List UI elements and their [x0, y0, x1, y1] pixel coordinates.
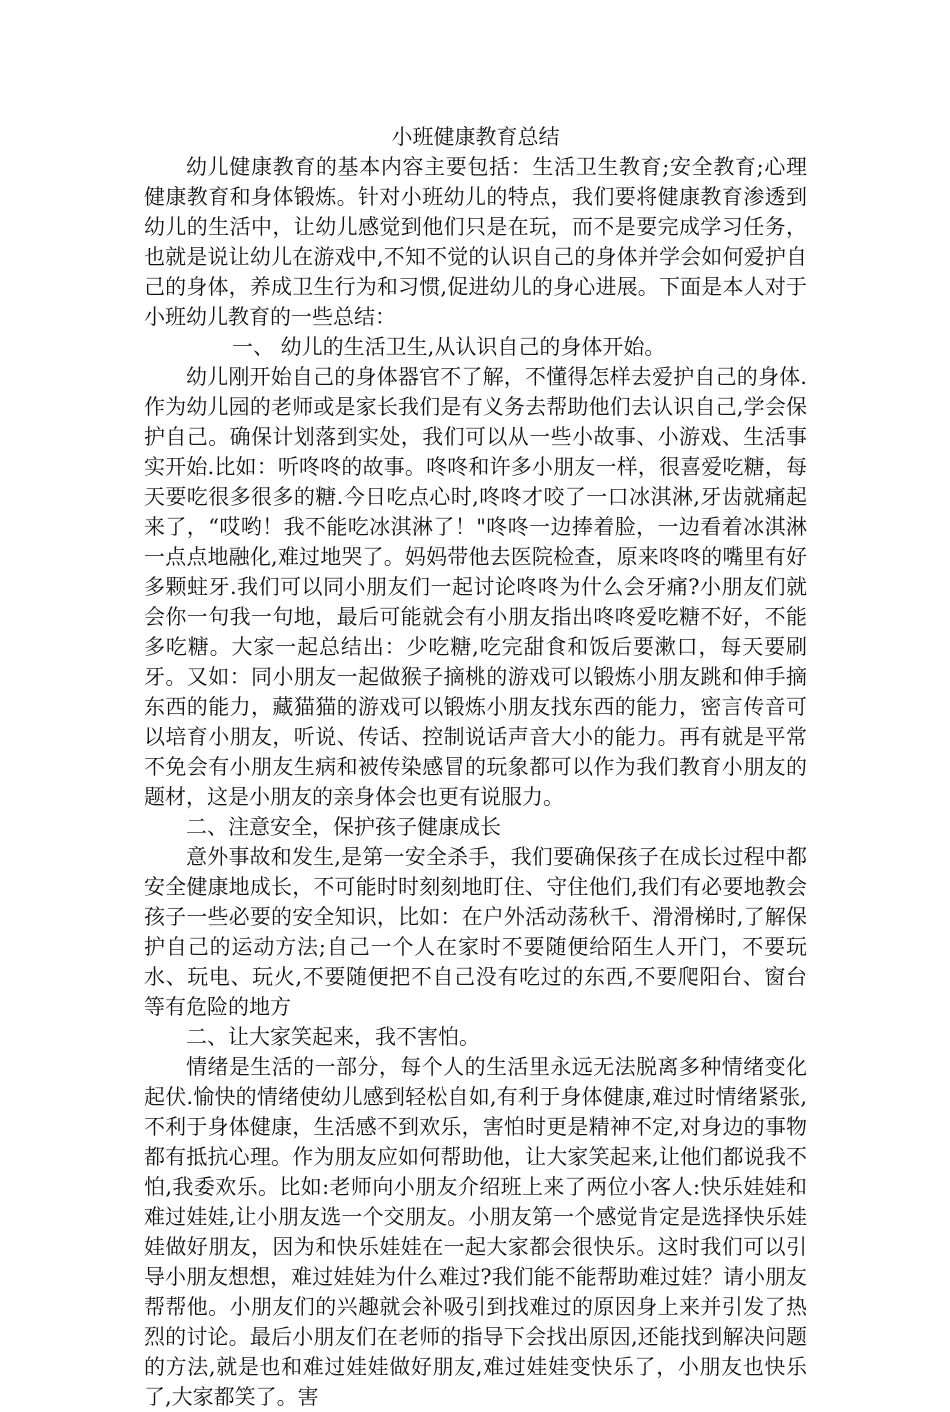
section-1-paragraph: 幼儿刚开始自己的身体器官不了解，不懂得怎样去爱护自己的身体.作为幼儿园的老师或是家长我们是有义务去帮助他们去认识自己,学会保护自己。确保计划落到实处，我们可以从一些小故事、小游戏、生活事实开始.比如：听咚咚的故事。咚咚和许多小朋友一样，很喜爱吃糖，每天要吃很多很多的糖.今日吃点心时,咚咚才咬了一口冰淇淋,牙齿就痛起来了，“哎哟！我不能吃冰淇淋了！"咚咚一边捧着脸，一边看着冰淇淋一点点地融化,难过地哭了。妈妈带他去医院检查，原来咚咚的嘴里有好多颗蛀牙.我们可以同小朋友们一起讨论咚咚为什么会牙痛?小朋友们就会你一句我一句地，最后可能就会有小朋友指出咚咚爱吃糖不好，不能多吃糖。大家一起总结出：少吃糖,吃完甜食和饭后要漱口，每天要刷牙。又如：同小朋友一起做猴子摘桃的游戏可以锻炼小朋友跳和伸手摘东西的能力，藏猫猫的游戏可以锻炼小朋友找东西的能力，密言传音可以培育小朋友，听说、传话、控制说话声音大小的能力。再有就是平常不免会有小朋友生病和被传染感冒的玩象都可以作为我们教育小朋友的题材，这是小朋友的亲身体会也更有说服力。 — [144, 365, 807, 809]
section-2-paragraph: 意外事故和发生,是第一安全杀手，我们要确保孩子在成长过程中都安全健康地成长，不可能时时刻刻地盯住、守住他们,我们有必要地教会孩子一些必要的安全知识，比如：在户外活动荡秋千、滑滑梯时,了解保护自己的运动方法;自己一个人在家时不要随便给陌生人开门，不要玩水、玩电、玩火,不要随便把不自己没有吃过的东西,不要爬阳台、窗台等有危险的地方 — [144, 845, 807, 1019]
section-2-heading: 二、注意安全，保护孩子健康成长 — [186, 815, 501, 839]
document-title: 小班健康教育总结 — [391, 125, 560, 149]
intro-paragraph: 幼儿健康教育的基本内容主要包括：生活卫生教育;安全教育;心理健康教育和身体锻炼。针对小班幼儿的特点，我们要将健康教育渗透到幼儿的生活中，让幼儿感觉到他们只是在玩，而不是要完成学习任务，也就是说让幼儿在游戏中,不知不觉的认识自己的身体并学会如何爱护自己的身体，养成卫生行为和习惯,促进幼儿的身心进展。下面是本人对于小班幼儿教育的一些总结： — [144, 155, 807, 329]
section-1-heading: 一、 幼儿的生活卫生,从认识自己的身体开始。 — [232, 335, 666, 359]
section-3-heading: 二、让大家笑起来，我不害怕。 — [186, 1025, 480, 1049]
document-body — [144, 122, 807, 1412]
section-3-paragraph: 情绪是生活的一部分，每个人的生活里永远无法脱离多种情绪变化起伏.愉快的情绪使幼儿感到轻松自如,有利于身体健康,难过时情绪紧张,不利于身体健康，生活感不到欢乐，害怕时更是精神不定,对身边的事物都有抵抗心理。作为朋友应如何帮助他，让大家笑起来,让他们都说我不怕,我委欢乐。比如:老师向小朋友介绍班上来了两位小客人:快乐娃娃和难过娃娃,让小朋友选一个交朋友。小朋友第一个感觉肯定是选择快乐娃娃做好朋友，因为和快乐娃娃在一起大家都会很快乐。这时我们可以引导小朋友想想，难过娃娃为什么难过?我们能不能帮助难过娃？请小朋友帮帮他。小朋友们的兴趣就会补吸引到找难过的原因身上来并引发了热烈的讨论。最后小朋友们在老师的指导下会找出原因,还能找到解决问题的方法,就是也和难过娃娃做好朋友,难过娃娃变快乐了，小朋友也快乐了,大家都笑了。害 — [144, 1055, 807, 1409]
